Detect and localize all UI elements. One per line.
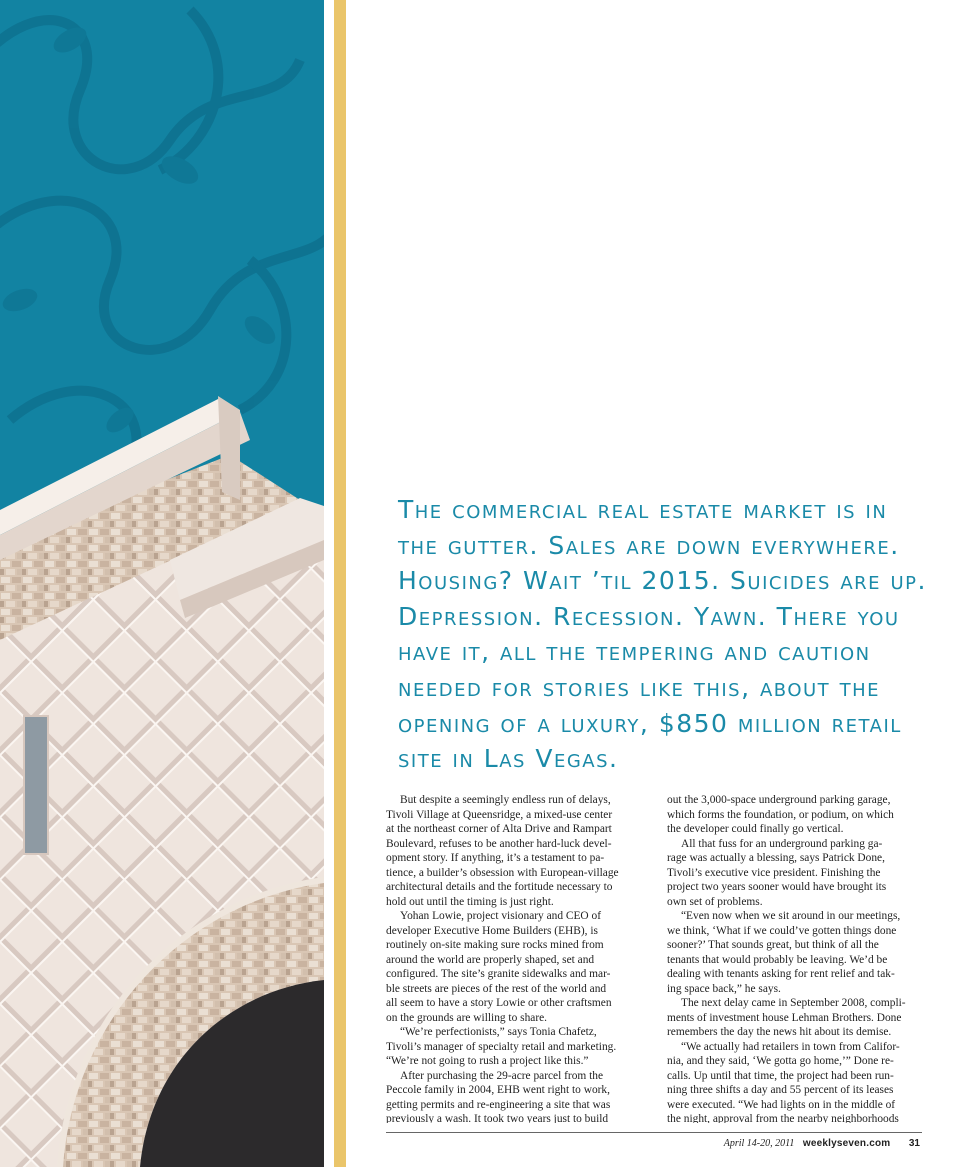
gold-stripe — [334, 0, 346, 1167]
page-number: 31 — [908, 1138, 920, 1149]
body-paragraph: The next delay came in September 2008, compli- ments of investment house Lehman Brothers. Done remembers the day the news hit about its demise. — [667, 997, 906, 1038]
body-paragraph: All that fuss for an underground parking ga- rage was actually a blessing, says Patrick Done, Tivoli’s executive vice president. Finishing the project two years sooner would have brought its own set of problems. — [667, 837, 887, 908]
issue-date: April 14-20, 2011 — [723, 1138, 795, 1149]
body-paragraph: But despite a seemingly endless run of delays, Tivoli Village at Queensridge, a mixed-use center at the northeast corner of Alta Drive and Rampart Boulevard, refuses to be another hard-luck devel- opment story. If anything, it’s a testament to pa- tience, a builder’s obsession with European-village architectural details and the fortitude necessary to hold out until the timing is just right. — [386, 794, 619, 908]
body-paragraph: “We’re perfectionists,” says Tonia Chafetz, Tivoli’s manager of specialty retail and marketing. “We’re not going to rush a project like this.” — [386, 1026, 617, 1067]
body-paragraph: “We actually had retailers in town from Califor- nia, and they said, ‘We gotta go home,’” Done re- calls. Up until that time, the project had been run- ning three shifts a day and 55 percent of its leases were executed. “We had lights on in the middle of the night, approval from the nearby neighborhoods — [667, 1040, 900, 1123]
body-column-right — [667, 793, 925, 1123]
footer-rule — [386, 1132, 922, 1133]
article-deck: The commercial real estate market is in the gutter. Sales are down everywhere. Housing? Wait ’til 2015. Suicides are up. Depression. Recession. Yawn. There you have it, all the tempering and caution needed for stories like this, about the opening of a luxury, $850 million retail site in Las Vegas. — [398, 495, 927, 774]
body-paragraph: out the 3,000-space underground parking garage, which forms the foundation, or podium, on which the developer could finally go vertical. — [667, 794, 894, 835]
website-link[interactable]: weeklyseven.com — [802, 1138, 891, 1149]
body-paragraph: After purchasing the 29-acre parcel from the Peccole family in 2004, EHB went right to work, getting permits and re-engineering a site that was previously a wash. It took two years just to build — [386, 1069, 611, 1123]
body-paragraph: “Even now when we sit around in our meetings, we think, ‘What if we could’ve gotten things done sooner?’ That sounds great, but think of all the tenants that would probably be leaving. We’d be dealing with tenants asking for rent relief and tak- ing space back,” he says. — [667, 910, 901, 995]
page-footer — [724, 1138, 920, 1149]
body-column-left — [386, 793, 644, 1123]
body-paragraph: Yohan Lowie, project visionary and CEO of developer Executive Home Builders (EHB), is routinely on-site making sure rocks mined from around the world are properly shaped, set and configured. The site’s granite sidewalks and mar- ble streets are pieces of the rest of the world and all seem to have a story Lowie or other craftsmen on the grounds are willing to share. — [386, 910, 612, 1024]
building-facade-photo — [0, 0, 324, 1167]
